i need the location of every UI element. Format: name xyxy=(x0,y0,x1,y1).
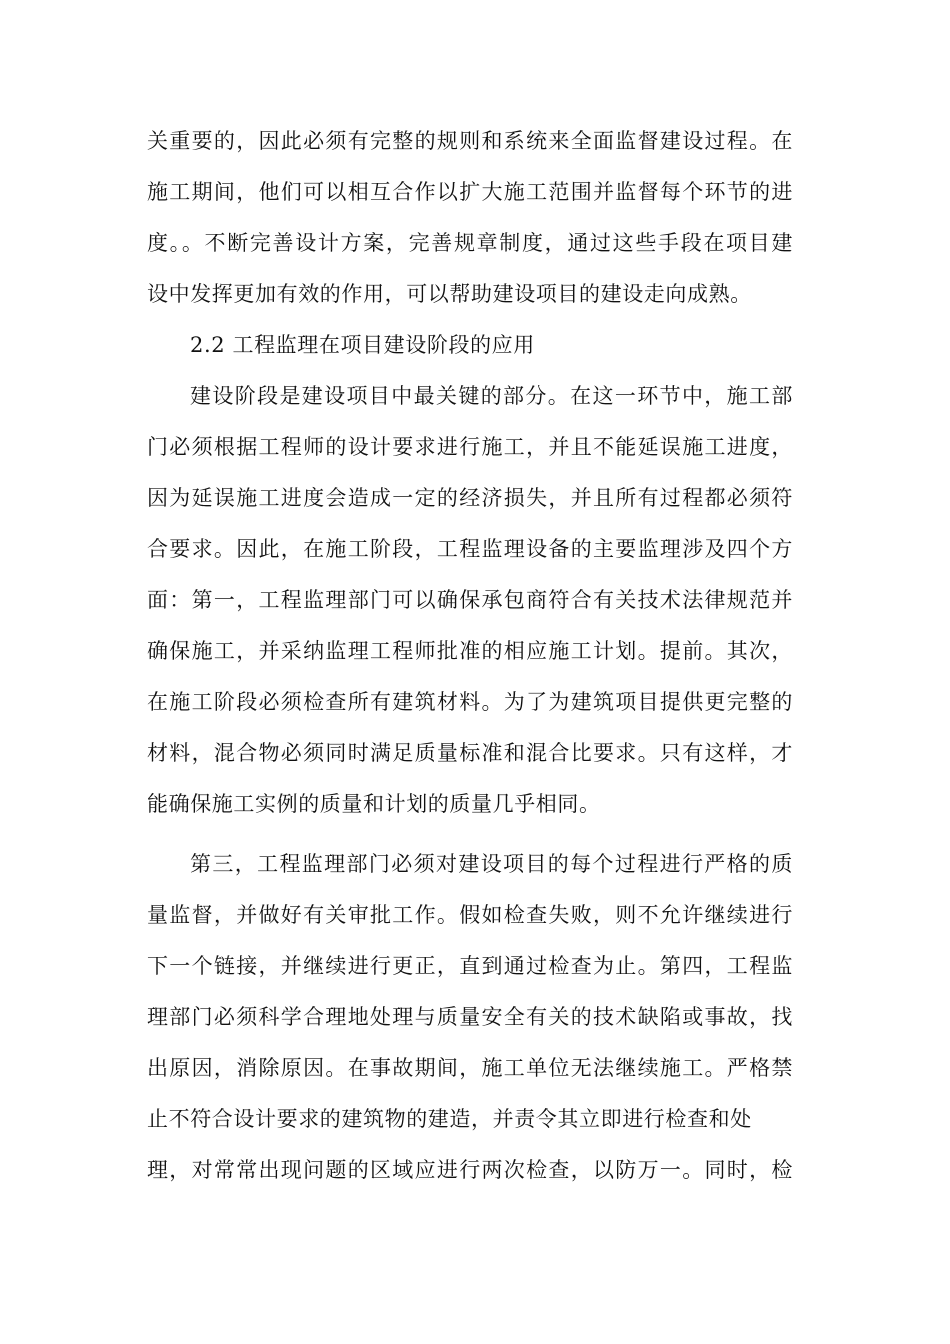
text-line: 门必须根据工程师的设计要求进行施工，并且不能延误施工进度， xyxy=(147,435,793,459)
section-heading-text: 2.2 工程监理在项目建设阶段的应用 xyxy=(190,333,535,357)
section-heading xyxy=(147,320,793,371)
text-line: 出原因，消除原因。在事故期间，施工单位无法继续施工。严格禁 xyxy=(147,1056,793,1080)
text-line: 度。。不断完善设计方案，完善规章制度，通过这些手段在项目建 xyxy=(147,231,793,255)
paragraph-2 xyxy=(147,371,793,830)
text-line: 建设阶段是建设项目中最关键的部分。在这一环节中，施工部 xyxy=(190,384,793,408)
text-line: 能确保施工实例的质量和计划的质量几乎相同。 xyxy=(147,792,601,816)
text-line: 设中发挥更加有效的作用，可以帮助建设项目的建设走向成熟。 xyxy=(147,282,752,306)
text-line: 施工期间，他们可以相互合作以扩大施工范围并监督每个环节的进 xyxy=(147,180,793,204)
paragraph-gap xyxy=(147,830,793,839)
text-line: 面：第一，工程监理部门可以确保承包商符合有关技术法律规范并 xyxy=(147,588,793,612)
text-line: 止不符合设计要求的建筑物的建造，并责令其立即进行检查和处 xyxy=(147,1107,752,1131)
text-line: 关重要的，因此必须有完整的规则和系统来全面监督建设过程。在 xyxy=(147,129,793,153)
text-line: 因为延误施工进度会造成一定的经济损失，并且所有过程都必须符 xyxy=(147,486,793,510)
text-line: 理，对常常出现问题的区域应进行两次检查，以防万一。同时，检 xyxy=(147,1158,793,1182)
text-line: 下一个链接，并继续进行更正，直到通过检查为止。第四，工程监 xyxy=(147,954,793,978)
document-body xyxy=(147,116,793,1196)
text-line: 量监督，并做好有关审批工作。假如检查失败，则不允许继续进行 xyxy=(147,903,793,927)
text-line: 合要求。因此，在施工阶段，工程监理设备的主要监理涉及四个方 xyxy=(147,537,793,561)
paragraph-1 xyxy=(147,116,793,320)
paragraph-3 xyxy=(147,839,793,1196)
text-line: 第三，工程监理部门必须对建设项目的每个过程进行严格的质 xyxy=(190,852,793,876)
text-line: 材料，混合物必须同时满足质量标准和混合比要求。只有这样，才 xyxy=(147,741,793,765)
text-line: 理部门必须科学合理地处理与质量安全有关的技术缺陷或事故，找 xyxy=(147,1005,793,1029)
text-line: 确保施工，并采纳监理工程师批准的相应施工计划。提前。其次， xyxy=(147,639,793,663)
text-line: 在施工阶段必须检查所有建筑材料。为了为建筑项目提供更完整的 xyxy=(147,690,793,714)
